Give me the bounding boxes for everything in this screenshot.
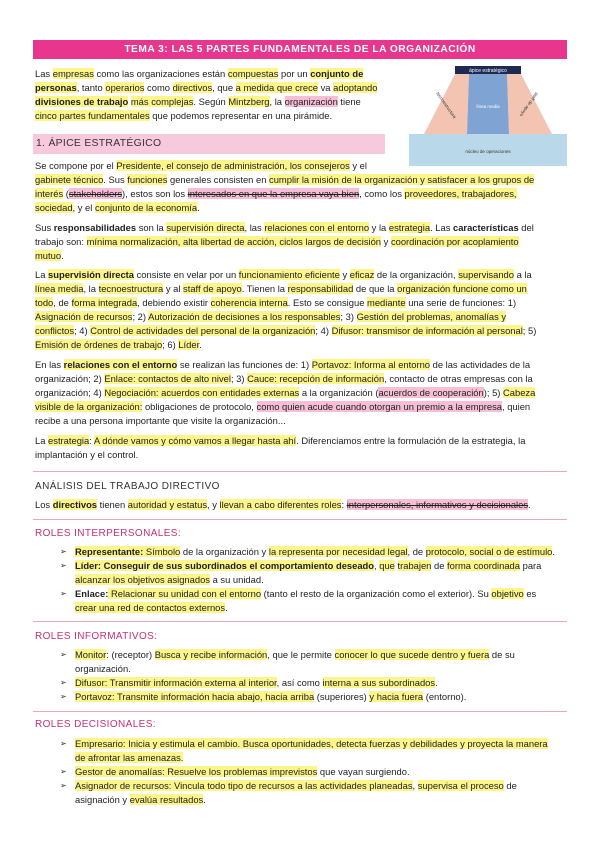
decisional-roles-list [60, 737, 565, 807]
informative-roles-heading: ROLES INFORMATIVOS: [35, 631, 158, 642]
organization-pyramid-diagram [409, 66, 567, 166]
divider [33, 471, 567, 472]
direct-supervision-paragraph: La supervisión directa consiste en velar por un funcionamiento eficiente y eficaz de la organización, supervisando a la línea media, la tecnoestructura y al staff de apoyo. Tienen la responsabilidad de que la organización funcione como un todo, de forma integrada, debiendo existir coherencia interna. Esto se consigue mediante una serie de funciones: 1) Asignación de recursos; 2) Autorización de decisiones a los responsables; 3) Gestión del problemas, anomalías y conflictos; 4) Control de actividades del personal de la organización; 4) Difusor: transmisor de información al personal; 5) Emisión de órdenes de trabajo; 6) Líder. [35, 269, 537, 351]
pyramid-apex-label: ápice estratégico [469, 68, 507, 74]
pyramid-middle-label: línea media [476, 104, 500, 109]
list-item: ➢ Enlace: Relacionar su unidad con el entorno (tanto el resto de la organización como el exterior). Su objetivo es crear una red de contactos externos. [60, 588, 537, 614]
list-item: ➢ Representante: Símbolo de la organización y la representa por necesidad legal, de protocolo, social o de estímulo. [60, 545, 565, 559]
analysis-heading: ANÁLISIS DEL TRABAJO DIRECTIVO [35, 481, 220, 492]
list-item: ➢ Monitor: (receptor) Busca y recibe información, que le permite conocer lo que sucede dentro y fuera de su organización. [60, 649, 515, 675]
arrow-bullet-icon: ➢ [60, 589, 67, 599]
list-item: ➢ Empresario: Inicia y estimula el cambio. Busca oportunidades, detecta fuerzas y debilidades y proyecta la manera de afrontar las amenazas. [60, 738, 548, 764]
list-item: ➢ Gestor de anomalías: Resuelve los problemas imprevistos que vayan surgiendo. [60, 765, 565, 779]
list-item: ➢ Asignador de recursos: Vincula todo tipo de recursos a las actividades planeadas, supervisa el proceso de asignación y evalúa resultados. [60, 780, 517, 806]
divider [33, 519, 567, 520]
divider [33, 711, 567, 712]
divider [33, 621, 567, 622]
list-item: ➢ Líder: Conseguir de sus subordinados el comportamiento deseado, que trabajen de forma coordinada para alcanzar los objetivos asignados a su unidad. [60, 560, 542, 586]
pyramid-base-label: núcleo de operaciones [465, 149, 511, 154]
apex-composition-paragraph: Se compone por el Presidente, el consejo de administración, los consejeros y el gabinete técnico. Sus funciones generales consisten en cumplir la misión de la organización y satisfacer a los grupos de interés (stakeholders), estos son los interesados en que la empresa vaya bien, como los proveedores, trabajadores, sociedad, y el conjunto de la economía. [35, 160, 535, 214]
arrow-bullet-icon: ➢ [60, 739, 67, 748]
strategy-paragraph: La estrategia: A dónde vamos y cómo vamos a llegar hasta ahí. Diferenciamos entre la formulación de la estrategia, la implantación y el control. [35, 435, 526, 461]
arrow-bullet-icon: ➢ [60, 767, 67, 777]
apex-responsibilities-paragraph: Sus responsabilidades son la supervisión directa, las relaciones con el entorno y la estrategia. Las características del trabajo son: mínima normalización, alta libertad de acción, ciclos largos de decisión y coordinación por acoplamiento mutuo. [35, 222, 534, 262]
arrow-bullet-icon: ➢ [60, 561, 67, 571]
list-item: ➢ Portavoz: Transmite información hacia abajo, hacia arriba (superiores) y hacia fuera (entorno). [60, 690, 565, 704]
page-title: TEMA 3: LAS 5 PARTES FUNDAMENTALES DE LA ORGANIZACIÓN [33, 40, 567, 59]
arrow-bullet-icon: ➢ [60, 781, 67, 791]
arrow-bullet-icon: ➢ [60, 678, 67, 688]
informative-roles-list [60, 648, 565, 704]
arrow-bullet-icon: ➢ [60, 692, 67, 702]
intro-paragraph: Las empresas como las organizaciones están compuestas por un conjunto de personas, tanto operarios como directivos, que a medida que crece va adoptando divisiones de trabajo más complejas. Según Mintzberg, la organización tiene cinco partes fundamentales que podemos representar en una pirámide. [35, 68, 378, 122]
interpersonal-roles-heading: ROLES INTERPERSONALES: [35, 528, 182, 539]
interpersonal-roles-list [60, 545, 565, 615]
environment-relations-paragraph: En las relaciones con el entorno se realizan las funciones de: 1) Portavoz: Informa al entorno de las actividades de la organización; 2) Enlace: contactos de alto nivel; 3) Cauce: recepción de información, contacto de otras empresas con la organización; 4) Negociación: acuerdos con entidades externas a la organización (acuerdos de cooperación); 5) Cabeza visible de la organización: obligaciones de protocolo, como quien acude cuando otorgan un premio a la empresa, quien recibe a una persona importante que visite la organización... [35, 359, 536, 427]
arrow-bullet-icon: ➢ [60, 650, 67, 659]
analysis-paragraph: Los directivos tienen autoridad y estatus, y llevan a cabo diferentes roles: interpersonales, informativos y decisionales. [35, 499, 531, 510]
section-heading-apex: 1. ÁPICE ESTRATÉGICO [33, 134, 385, 154]
pyramid-right-label: staff de apoyo [518, 91, 540, 118]
decisional-roles-heading: ROLES DECISIONALES: [35, 719, 156, 730]
pyramid-left-label: tecnoestructura [435, 90, 458, 120]
list-item: ➢ Difusor: Transmitir información externa al interior, así como interna a sus subordinados. [60, 676, 565, 690]
arrow-bullet-icon: ➢ [60, 547, 67, 556]
